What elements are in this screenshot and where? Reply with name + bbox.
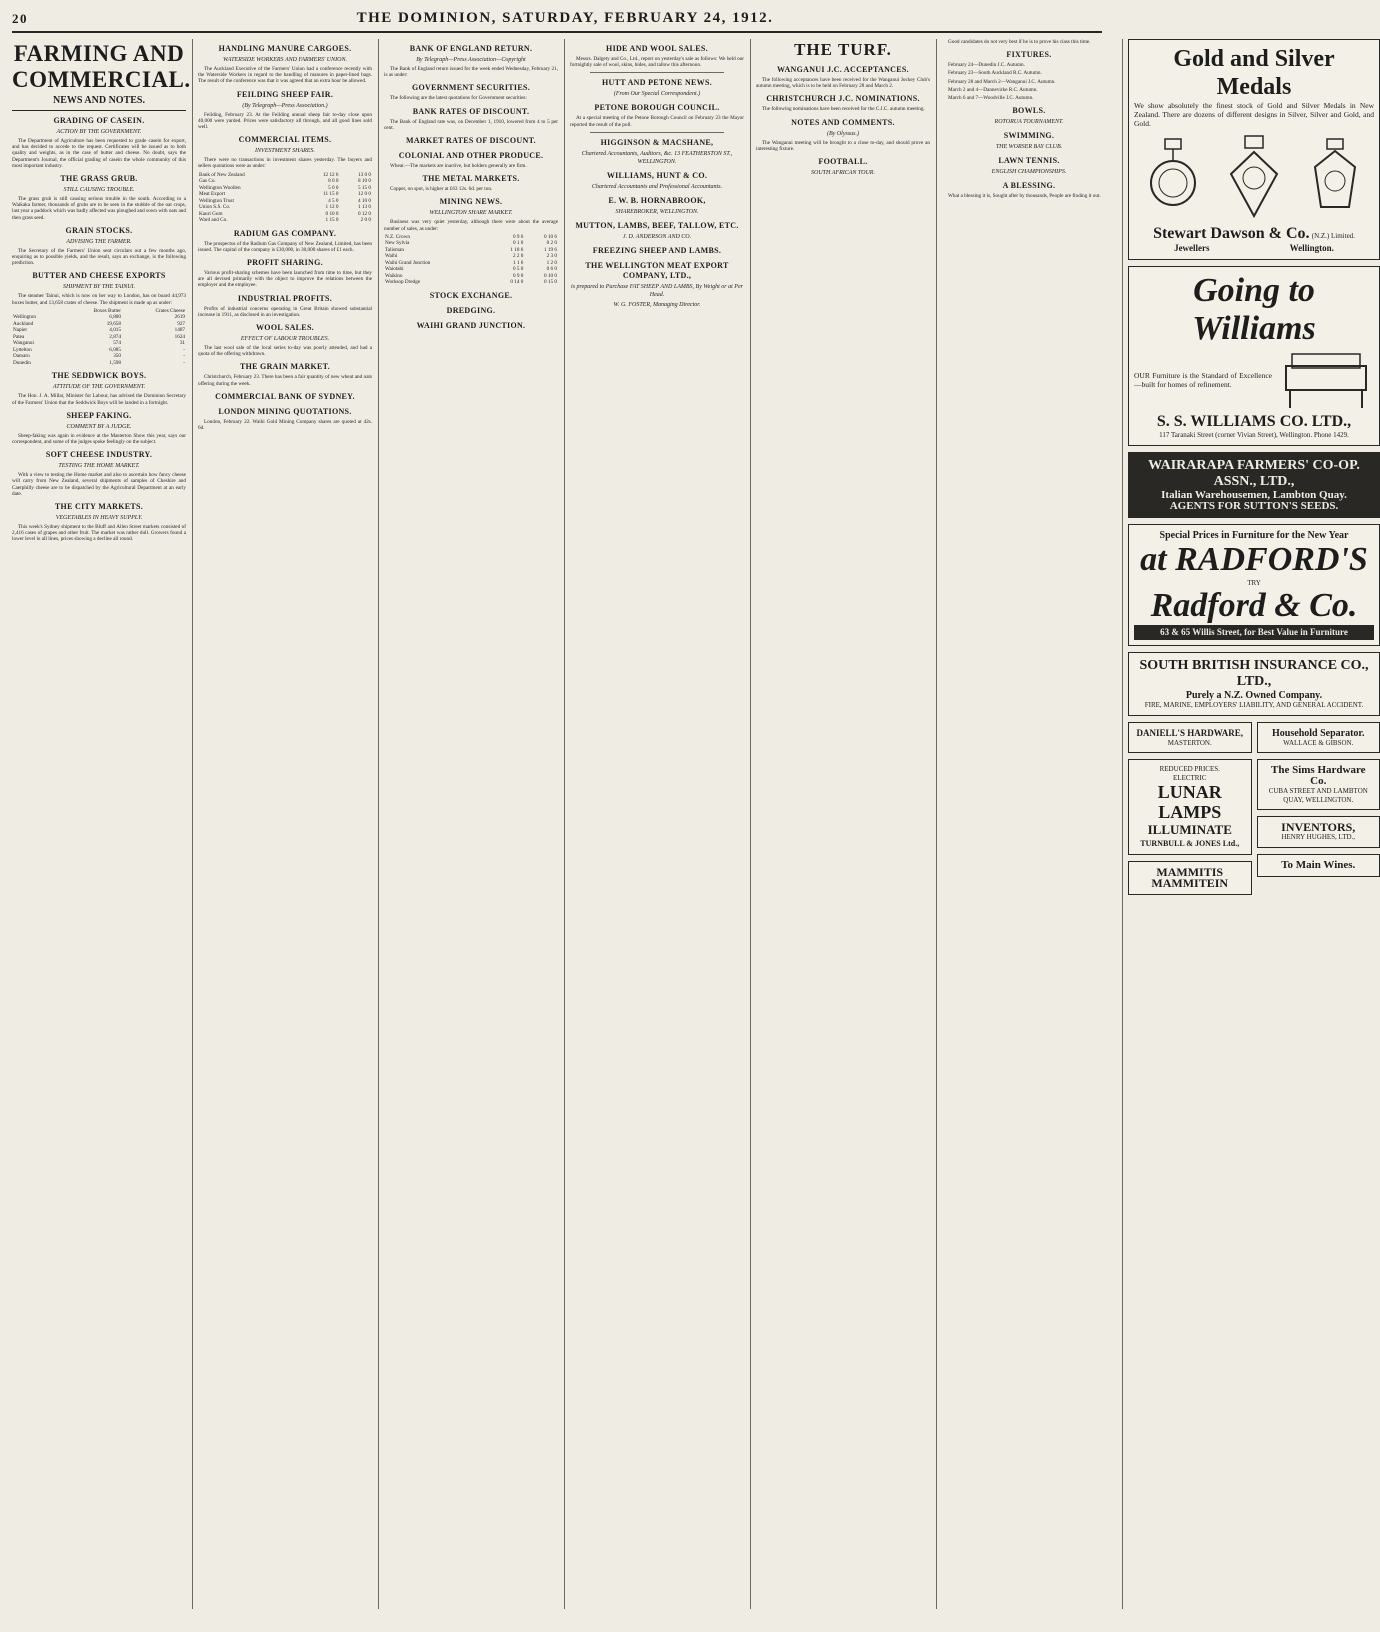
ad-text: Special Prices in Furniture for the New Year: [1159, 529, 1349, 541]
article-text: The following acceptances have been received for the Wanganui Jockey Club's autumn meeting, which is to be held on February 28 and March 2.: [756, 77, 930, 90]
table-row: Worksop Dredge 0 14 0 0 15 0: [385, 279, 557, 286]
article-text: With a view to testing the Home market and also to ascertain how fancy cheese will carry from New Zealand, several shipments of samples of Cheshire and Caerphilly cheese are to be dispatched by the Agricultural Department at an early date.: [12, 472, 186, 497]
headline: WAIHI GRAND JUNCTION.: [416, 320, 526, 330]
table-row: Napier 4,015 1487: [13, 327, 185, 334]
subheadline: ATTITUDE OF THE GOVERNMENT.: [52, 384, 146, 391]
medal-icon: [1149, 137, 1197, 215]
city: MASTERTON.: [1167, 738, 1212, 747]
subheadline: THE WORSER BAY CLUB.: [995, 144, 1063, 151]
headline: INDUSTRIAL PROFITS.: [237, 293, 333, 303]
subheadline: By Telegraph—Press Association—Copyright: [416, 57, 526, 63]
headline: SWIMMING.: [1003, 131, 1055, 141]
subheadline: COMMENT BY A JUDGE.: [66, 423, 132, 430]
ad-text: OUR Furniture is the Standard of Excellence—built for homes of refinement.: [1134, 371, 1272, 389]
shipment-table: [12, 308, 186, 367]
ad-text: is prepared to Purchase FAT SHEEP AND LAMBS, By Weight or at Per Head.: [571, 283, 743, 298]
headline: SHEEP FAKING.: [66, 410, 132, 420]
headline: FOOTBALL.: [818, 157, 868, 167]
article-text: Sheep-faking was again in evidence at the Masterton Show this year, says our correspondent, and some of the judges spoke feelingly on the subject.: [12, 432, 186, 445]
subheadline: SHIPMENT BY THE TAINUI.: [62, 284, 136, 291]
article-text: What a blessing it is, Sought after by thousands, People are finding it out.: [948, 193, 1101, 200]
ad-text: Purely a N.Z. Owned Company.: [1185, 690, 1323, 701]
table-row: New Sylvia 0 1 6 0 2 0: [385, 240, 557, 247]
headline: PROFIT SHARING.: [247, 258, 323, 268]
ad-title: Gold and Silver Medals: [1173, 46, 1335, 100]
ad-title: THE WELLINGTON MEAT EXPORT COMPANY, LTD.,: [585, 260, 729, 280]
table-row: Oamaru 350 -: [13, 353, 185, 360]
ad-text: Italian Warehousemen, Lambton Quay.: [1161, 488, 1347, 501]
subheadline: (From Our Special Correspondent.): [613, 91, 701, 98]
ad-column-right: [1257, 722, 1380, 902]
headline: FREEZING SHEEP AND LAMBS.: [592, 245, 722, 255]
subheadline: (By Telegraph—Press Association.): [242, 102, 328, 109]
wines-ad: [1257, 854, 1380, 877]
subheadline: ROTORUA TOURNAMENT.: [994, 119, 1064, 126]
table-row: Wellington Woollen 5 0 0 5 15 0: [199, 184, 371, 191]
columns: [12, 39, 1374, 1609]
column-6: [936, 39, 1116, 1609]
subheadline: TESTING THE HOME MARKET.: [58, 463, 140, 470]
section-subtitle: NEWS AND NOTES.: [12, 95, 186, 111]
column-5: [750, 39, 930, 1609]
ad-text: Chartered Accountants and Professional Accountants.: [591, 183, 723, 190]
ad-text: FIRE, MARINE, EMPLOYERS' LIABILITY, AND GENERAL ACCIDENT.: [1144, 701, 1364, 709]
headline: GOVERNMENT SECURITIES.: [411, 83, 531, 93]
tagline: Jewellers: [1174, 243, 1210, 253]
williams-ad: [1128, 266, 1380, 446]
subheadline: ENGLISH CHAMPIONSHIPS.: [991, 169, 1067, 176]
headline: FEILDING SHEEP FAIR.: [236, 89, 334, 99]
masthead-title: THE DOMINION, SATURDAY, FEBRUARY 24, 1912.: [356, 10, 774, 26]
ad-title: LUNAR: [1157, 782, 1222, 802]
article-text: The Hon. J. A. Millar, Minister for Labour, has advised the Dominion Secretary of the Farmers' Union that the Seddwick Boys will be landed in a fortnight.: [12, 393, 186, 406]
ad-title: WILLIAMS, HUNT & CO.: [606, 170, 708, 180]
ad-title: MUTTON, LAMBS, BEEF, TALLOW, ETC.: [575, 220, 739, 230]
advertiser-name: Radford & Co.: [1150, 587, 1358, 624]
article-text: The following nominations have been received for the C.J.C. autumn meeting.: [762, 106, 925, 113]
table-row: Wellington Trust 4 5 0 4 10 0: [199, 197, 371, 204]
article-text: The steamer Tainui, which is now on her way to London, has on board 44,973 boxes butter, and 13,658 crates of cheese. The shipment is made up as under:: [12, 293, 186, 306]
subheadline: ACTION BY THE GOVERNMENT.: [56, 129, 142, 135]
article-text: The Wanganui meeting will be brought to a close to-day, and should prove an interesting fixture.: [756, 139, 930, 152]
table-row: N.Z. Crown 0 9 6 0 10 6: [385, 233, 557, 240]
table-header-row: Boxes Butter Crates Cheese: [93, 307, 185, 314]
insurance-ad: [1128, 652, 1380, 716]
ad-text: J. D. ANDERSON AND CO.: [622, 233, 692, 240]
ad-title: Household Separator.: [1272, 727, 1365, 739]
article-text: The last wool sale of the local series to-day was poorly attended, and had a quota of the offering withdrawn.: [198, 345, 372, 358]
headline: WANGANUI J.C. ACCEPTANCES.: [777, 65, 909, 74]
table-row: Patea 2,874 1624: [13, 333, 185, 340]
table-row: Wanganui 574 31: [13, 340, 185, 347]
headline: A BLESSING.: [1002, 181, 1056, 191]
section-title: FARMING AND COMMERCIAL.: [12, 41, 191, 92]
subheadline: EFFECT OF LABOUR TROUBLES.: [240, 336, 330, 343]
ad-text: Chartered Accountants, Auditors, &c. 13 FEATHERSTON ST., WELLINGTON.: [581, 150, 733, 165]
fixture-line: February 28 and March 2—Wanganui J.C. Autumn.: [948, 78, 1056, 85]
table-row: Meat Export 11 15 0 12 0 0: [199, 191, 371, 198]
ad-address: 117 Taranaki Street (corner Vivian Street), Wellington. Phone 1429.: [1159, 431, 1349, 439]
lunar-lamps-ad: [1128, 759, 1252, 855]
wairarapa-ad: [1128, 452, 1380, 518]
advertiser-name: HENRY HUGHES, LTD.,: [1281, 833, 1356, 841]
article-text: Business was very quiet yesterday, although there were about the average number of sales, as under:: [384, 219, 558, 232]
medal-illustrations: [1134, 134, 1374, 218]
headline: GRAIN STOCKS.: [65, 225, 133, 235]
headline: COLONIAL AND OTHER PRODUCE.: [398, 151, 544, 161]
city: Wellington.: [1289, 243, 1334, 253]
fixture-line: March 6 and 7—Woodville J.C. Autumn.: [948, 95, 1034, 102]
ad-title: ILLUMINATE: [1147, 822, 1232, 837]
article-text: Various profit-sharing schemes have been launched from time to time, but they are all devised primarily with the object to improve the relations between the employer and the employee.: [198, 270, 372, 289]
article-text: This week's Sydney shipment to the Bluff and Allen Street markets consisted of 2,416 cases of grapes and other fruit. The market was rather dull. Growers found a lower level in all lines, prices showing a decline all round.: [12, 523, 186, 543]
subheadline: (By Olyssus.): [827, 130, 859, 137]
subheadline: STILL CAUSING TROUBLE.: [63, 187, 135, 194]
page-number: 20: [12, 10, 28, 26]
section-title: THE TURF.: [794, 40, 892, 59]
table-row: Waihi Grand Junction 1 1 6 1 2 0: [385, 259, 557, 266]
subheadline: WATERSIDE WORKERS AND FARMERS' UNION.: [223, 57, 347, 63]
ad-title: E. W. B. HORNABROOK,: [608, 195, 706, 205]
article-text: Wheat.—The markets are inactive, but holders generally are firm.: [390, 163, 527, 170]
signature: WALLACE & GIBSON.: [1283, 738, 1354, 747]
signature: W. G. FOSTER, Managing Director.: [613, 301, 701, 308]
ad-title: DANIELL'S HARDWARE,: [1136, 727, 1244, 738]
subheadline: INVESTMENT SHARES.: [255, 148, 315, 155]
advertiser-name: TURNBULL & JONES Ltd.,: [1140, 839, 1240, 848]
fixture-line: February 24—Dunedin J.C. Autumn.: [948, 62, 1025, 69]
separator-ad: [1257, 722, 1380, 754]
article-text: There were no transactions in investment shares yesterday. The buyers and sellers quotations were as under:: [198, 157, 372, 170]
headline: COMMERCIAL ITEMS.: [238, 135, 332, 145]
ad-text: SHAREBROKER, WELLINGTON.: [615, 208, 699, 215]
column-3: [378, 39, 558, 1609]
headline: LONDON MINING QUOTATIONS.: [218, 406, 352, 416]
headline: RADIUM GAS COMPANY.: [233, 228, 337, 238]
table-row: Gas Co. 8 0 0 8 10 0: [199, 178, 371, 185]
article-text: London, February 22. Waihi Gold Mining Company shares are quoted at 42s. 6d.: [198, 418, 372, 432]
table-row: Waihi 2 2 0 2 3 0: [385, 253, 557, 260]
ad-text: AGENTS FOR SUTTON'S SEEDS.: [1169, 499, 1339, 512]
headline: PETONE BOROUGH COUNCIL.: [594, 103, 720, 113]
williams-body: [1134, 348, 1374, 412]
stewart-dawson-ad: [1128, 39, 1380, 260]
daniell-ad: [1128, 722, 1252, 754]
ad-column-left: [1128, 722, 1252, 902]
shares-table: [198, 172, 372, 224]
table-row: Dunedin 1,598 -: [13, 359, 185, 366]
subheadline: WELLINGTON SHARE MARKET.: [429, 210, 513, 217]
ad-row: [1128, 722, 1380, 902]
ad-title: INVENTORS,: [1281, 820, 1356, 834]
ad-text: ELECTRIC: [1173, 773, 1207, 782]
table-row: Auckland 19,658 927: [13, 320, 185, 327]
stewart-dawson-name-line: [1134, 224, 1374, 243]
headline: SOFT CHEESE INDUSTRY.: [45, 450, 153, 460]
fixture-line: March 2 and 4—Dannevirke R.C. Autumn.: [948, 86, 1038, 93]
ad-text: TRY: [1247, 578, 1261, 587]
headline: BANK RATES OF DISCOUNT.: [412, 106, 530, 116]
headline: THE METAL MARKETS.: [422, 174, 520, 184]
advertisements-column: [1122, 39, 1380, 1609]
medal-icon: [1227, 134, 1281, 218]
medal-icon: [1311, 137, 1359, 215]
ad-title: SOUTH BRITISH INSURANCE CO., LTD.,: [1139, 658, 1369, 689]
headline: MINING NEWS.: [439, 197, 503, 207]
headline: STOCK EXCHANGE.: [429, 290, 513, 300]
furniture-icon: [1278, 348, 1374, 412]
ad-title: MAMMITIS: [1156, 865, 1224, 879]
column-1: [12, 39, 191, 1609]
advertiser-name: S. S. WILLIAMS CO. LTD.,: [1156, 413, 1352, 430]
table-row: Wellington 6,800 2619: [13, 314, 185, 321]
mammitis-ad: [1128, 861, 1252, 895]
ad-title: at RADFORD'S: [1140, 540, 1368, 578]
sims-hardware-ad: [1257, 759, 1380, 810]
inventors-ad: [1257, 816, 1380, 848]
table-row: Kauri Gum 0 10 0 0 12 0: [199, 210, 371, 217]
article-text: The Bank of England return issued for the week ended Wednesday, February 21, is as under:: [384, 66, 558, 79]
article-text: The prospectus of the Radium Gas Company of New Zealand, Limited, has been issued. The capital of the company is £30,000, in 30,000 shares of £1 each.: [198, 240, 372, 253]
advertiser-name: MAMMITEIN: [1151, 876, 1229, 890]
table-row: Talisman 1 18 6 1 19 6: [385, 246, 557, 253]
headline: MARKET RATES OF DISCOUNT.: [406, 136, 536, 146]
headline: THE GRAIN MARKET.: [239, 362, 331, 372]
article-text: Profits of industrial concerns operating in Great Britain showed substantial increase in 1911, as disclosed in an investigation.: [198, 305, 372, 318]
headline: CHRISTCHURCH J.C. NOMINATIONS.: [766, 94, 920, 104]
ad-title: The Sims Hardware Co.: [1270, 764, 1366, 787]
ad-address: CUBA STREET AND LAMBTON QUAY, WELLINGTON.: [1268, 787, 1368, 804]
table-row: Waiotahi 0 5 0 0 6 0: [385, 266, 557, 273]
headline: BUTTER AND CHEESE EXPORTS: [32, 271, 166, 281]
radford-ad: [1128, 524, 1380, 647]
stewart-dawson-footer: [1134, 243, 1374, 254]
ad-text: REDUCED PRICES.: [1159, 765, 1220, 773]
fixture-line: February 23—South Auckland R.C. Autumn.: [948, 70, 1042, 77]
article-text: Good candidates do not very best if he is to prove his class this time.: [948, 39, 1091, 45]
table-row: Waikino 0 9 0 0 10 0: [385, 272, 557, 279]
headline: DREDGING.: [446, 305, 496, 315]
article-text: Christchurch, February 23. There has been a fair quantity of new wheat and oats offering during the week.: [198, 374, 372, 387]
ad-title: WAIRARAPA FARMERS' CO-OP. ASSN., LTD.,: [1148, 457, 1360, 489]
headline: THE GRASS GRUB.: [60, 174, 138, 184]
headline: THE CITY MARKETS.: [54, 501, 144, 511]
advertiser-suffix: (N.Z.) Limited.: [1311, 232, 1355, 240]
table-row: Union S.S. Co. 1 12 0 1 13 0: [199, 204, 371, 211]
article-text: The grass grub is still causing serious trouble in the south. According to a Waikaka farmer, thousands of grubs are to be seen in the stubble of the oat crops, last year a paddock which was badly affected was ploughed and sown with oats and then grass seed.: [12, 196, 186, 221]
masthead: [12, 10, 1102, 33]
subheadline: VEGETABLES IN HEAVY SUPPLY.: [55, 514, 143, 521]
article-text: Copper, on spot, is higher at £63 12s. 6d. per ton.: [390, 186, 493, 193]
headline: COMMERCIAL BANK OF SYDNEY.: [215, 391, 355, 401]
article-text: Feilding, February 23. At the Feilding annual sheep fair to-day close upon 40,000 were yarded. Prices were satisfactory all through, and all good lines sold well.: [198, 111, 372, 131]
headline: HANDLING MANURE CARGOES.: [218, 44, 352, 53]
headline: NOTES AND COMMENTS.: [791, 117, 895, 127]
mining-table: [384, 234, 558, 286]
article-text: The Bank of England rate was, on December 1, 1910, lowered from 4 to 5 per cent.: [384, 118, 558, 131]
column-4: [564, 39, 744, 1609]
subheadline: SOUTH AFRICAN TOUR.: [811, 170, 875, 177]
article-text: Messrs. Dalgety and Co., Ltd., report on yesterday's sale as follows: We held our fortnightly sale of wool, skins, hides, and tallow this afternoon.: [570, 56, 744, 69]
article-text: At a special meeting of the Petone Borough Council on February 23 the Mayor reported the result of the poll.: [570, 115, 744, 128]
column-2: [192, 39, 372, 1609]
headline: BOWLS.: [1012, 106, 1046, 116]
article-text: The Auckland Executive of the Farmers' Union had a conference recently with the Waterside Workers in regard to the handling of manures in paper-lined bags. The result of the conference was that it was agreed that an extra hour be allowed.: [198, 66, 372, 85]
headline: FIXTURES.: [1006, 50, 1052, 60]
headline: GRADING OF CASEIN.: [53, 116, 145, 125]
headline: WOOL SALES.: [256, 323, 314, 333]
ad-title: To Main Wines.: [1281, 858, 1356, 871]
ad-title: HIGGINSON & MACSHANE,: [600, 137, 714, 147]
table-row: Lyttelton 6,085 -: [13, 346, 185, 353]
ad-address: 63 & 65 Willis Street, for Best Value in Furniture: [1134, 625, 1374, 640]
article-text: The Department of Agriculture has been requested to grade casein for export, and has decided to accede to the request. Certificates will be issued as to both quality and weights, as in the case of butter and cheese. No doubt, says the Department's Journal, the official grading of casein the whole community of this most important industry.: [12, 138, 186, 169]
article-text: The Secretary of the Farmers' Union sent circulars out a few months ago, enquiring as to possible yields, and the result, says an exchange, is the following prediction.: [12, 247, 186, 267]
headline: LAWN TENNIS.: [998, 156, 1060, 166]
ad-title: Going to Williams: [1192, 272, 1316, 347]
headline: HIDE AND WOOL SALES.: [606, 44, 708, 53]
headline: BANK OF ENGLAND RETURN.: [409, 44, 533, 53]
ad-title: LAMPS: [1158, 802, 1222, 822]
headline: THE SEDDWICK BOYS.: [51, 371, 147, 381]
table-row: Bank of New Zealand 12 12 6 13 0 0: [199, 171, 371, 178]
headline: HUTT AND PETONE NEWS.: [601, 78, 713, 88]
article-text: The following are the latest quotations for Government securities:: [390, 95, 527, 102]
ad-text: We show absolutely the finest stock of Gold and Silver Medals in New Zealand. There are dozens of different designs in Silver, Silver and Gold, and Gold.: [1134, 101, 1374, 128]
subheadline: ADVISING THE FARMER.: [66, 238, 132, 245]
table-row: Ward and Co. 1 15 0 2 0 0: [199, 217, 371, 224]
advertiser-name: Stewart Dawson & Co.: [1153, 225, 1310, 242]
